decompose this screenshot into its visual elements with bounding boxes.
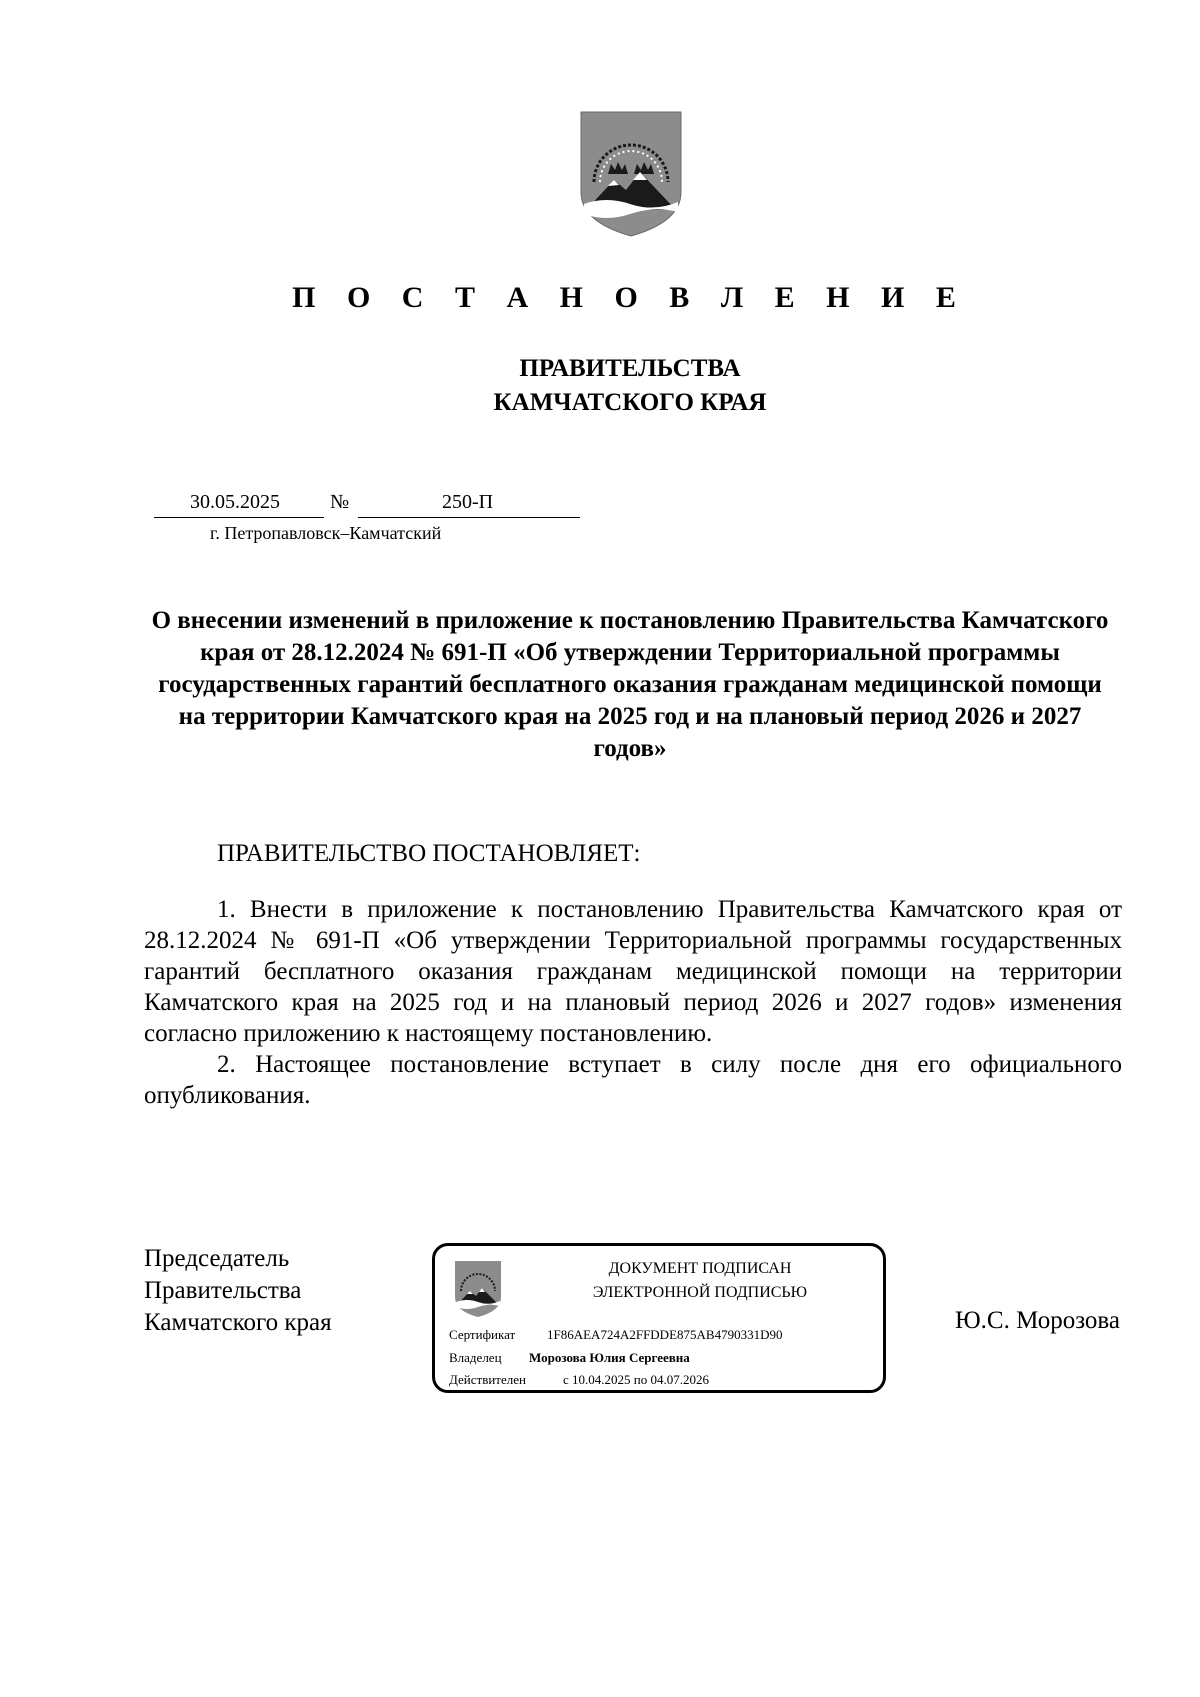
issuing-body	[0, 352, 1200, 420]
owner-value: Морозова Юлия Сергеевна	[529, 1350, 690, 1365]
document-date: 30.05.2025	[190, 491, 280, 513]
document-body	[144, 838, 1122, 1111]
signatory-title-line1: Председатель	[144, 1245, 290, 1272]
stamp-certificate-row	[449, 1327, 782, 1343]
document-type: П О С Т А Н О В Л Е Н И Е	[292, 281, 968, 314]
stamp-emblem-icon	[453, 1259, 503, 1319]
issuing-body-line2: КАМЧАТСКОГО КРАЯ	[493, 389, 767, 416]
issuing-body-line1: ПРАВИТЕЛЬСТВА	[519, 355, 741, 382]
stamp-header-line2: ЭЛЕКТРОННОЙ ПОДПИСЬЮ	[592, 1284, 808, 1301]
city: г. Петропавловск–Камчатский	[210, 523, 442, 543]
validity-label: Действителен	[449, 1372, 526, 1387]
signatory-title-line2: Правительства	[144, 1277, 302, 1304]
document-number: 250-П	[442, 491, 494, 513]
body-item-1: 1. Внести в приложение к постановлению Правительства Камчатского края от 28.12.2024 № 691-П «Об утверждении Территориальной программы государственных гарантий бесплатного оказания гражданам медицинской помощи на территории Камчатского края на 2025 год и на плановый период 2026 и 2027 годов» изменения согласно приложению к настоящему постановлению.	[144, 896, 1122, 1047]
stamp-header	[515, 1257, 885, 1305]
body-item-2: 2. Настоящее постановление вступает в силу после дня его официального опубликования.	[144, 1051, 1122, 1109]
electronic-signature-stamp	[432, 1243, 886, 1393]
stamp-validity-row	[449, 1372, 709, 1388]
signatory-name: Ю.С. Морозова	[954, 1307, 1120, 1334]
coat-of-arms-emblem	[578, 110, 684, 238]
certificate-value: 1F86AEA724A2FFDDE875AB4790331D90	[547, 1327, 783, 1342]
stamp-owner-row	[449, 1350, 690, 1366]
stamp-header-line1: ДОКУМЕНТ ПОДПИСАН	[608, 1260, 792, 1277]
document-subject: О внесении изменений в приложение к постановлению Правительства Камчатского края от 28.12.2024 № 691-П «Об утверждении Территориальной программы государственных гарантий бесплатного оказания гражданам медицинской помощи на территории Камчатского края на 2025 год и на плановый период 2026 и 2027 годов»	[151, 607, 1109, 762]
number-sign: №	[330, 491, 350, 513]
certificate-label: Сертификат	[449, 1327, 516, 1342]
decree-statement: ПРАВИТЕЛЬСТВО ПОСТАНОВЛЯЕТ:	[217, 840, 641, 867]
date-number-line	[154, 491, 580, 519]
owner-label: Владелец	[449, 1350, 502, 1365]
validity-value: с 10.04.2025 по 04.07.2026	[563, 1372, 709, 1387]
signatory-title	[144, 1243, 332, 1339]
signatory-title-line3: Камчатского края	[144, 1309, 332, 1336]
